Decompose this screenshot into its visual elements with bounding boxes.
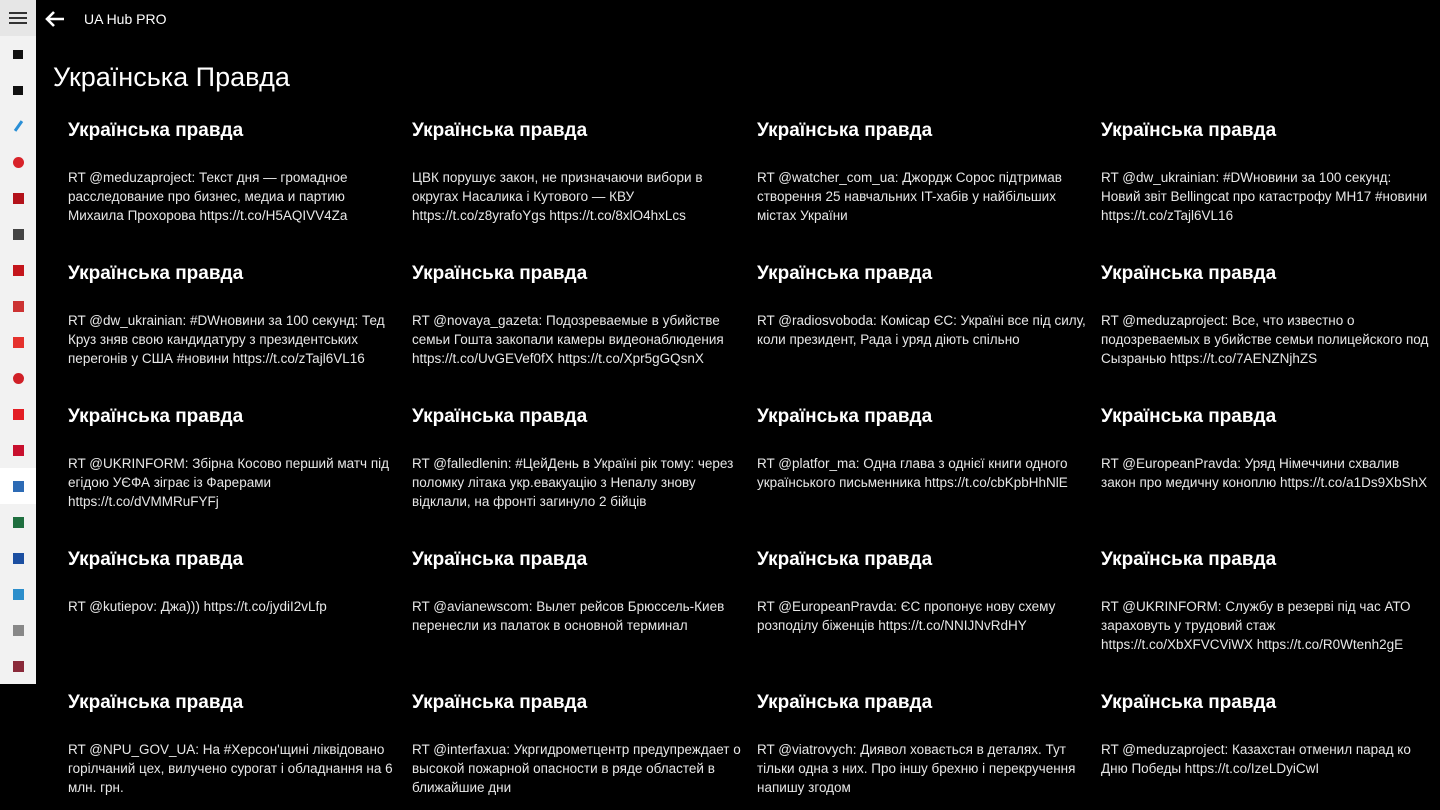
news-card-title: Українська правда [757, 406, 933, 427]
back-arrow-icon [45, 11, 65, 27]
sidebar-item[interactable] [0, 180, 36, 216]
seal-icon [13, 625, 24, 636]
sidebar-item[interactable] [0, 612, 36, 648]
app-title: UA Hub PRO [84, 11, 167, 27]
news-card-title: Українська правда [412, 692, 588, 713]
news-card[interactable] [68, 118, 398, 248]
wave-icon [13, 589, 24, 600]
news-card-text: RT @dw_ukrainian: #DWновини за 100 секунд: Тед Круз зняв свою кандидатуру з президентських перегонів у США #новини https://t.co/zTajl6VL16 [68, 313, 385, 366]
news-card-title: Українська правда [1101, 263, 1277, 284]
sidebar-item[interactable] [0, 504, 36, 540]
news-card[interactable] [757, 690, 1087, 810]
news-card[interactable] [68, 547, 398, 677]
eu-flag-icon [13, 553, 24, 564]
news-card-title: Українська правда [68, 406, 244, 427]
news-card-text: RT @novaya_gazeta: Подозреваемые в убийстве семьи Гошта закопали камеры видеонаблюдения https://t.co/UvGEVef0fX https://t.co/Xpr5gGQsnX [412, 313, 724, 366]
news-card[interactable] [757, 547, 1087, 677]
news-card-title: Українська правда [1101, 120, 1277, 141]
news-card-text: RT @NPU_GOV_UA: На #Херсон'щині ліквідовано горілчаний цех, вилучено сурогат і обладнання на 6 млн. грн. [68, 742, 393, 795]
sidebar-item[interactable] [0, 108, 36, 144]
news-card-text: RT @EuropeanPravda: Уряд Німеччини схвалив закон про медичну коноплю https://t.co/a1Ds9XbShX [1101, 456, 1428, 490]
news-card[interactable] [68, 404, 398, 534]
news-card[interactable] [1101, 261, 1431, 391]
monitor-icon [13, 86, 23, 95]
news-card-title: Українська правда [1101, 692, 1277, 713]
news-card-text: RT @interfaxua: Укргидрометцентр предупреждает о высокой пожарной опасности в ряде областей в ближайшие дни [412, 742, 741, 795]
news-card[interactable] [1101, 118, 1431, 248]
trident-icon [13, 481, 24, 492]
news-card[interactable] [1101, 690, 1431, 810]
news-card-title: Українська правда [68, 549, 244, 570]
channel-24-icon [13, 337, 24, 348]
newspaper-icon [13, 229, 24, 240]
hamburger-button[interactable] [0, 0, 36, 36]
k-logo-icon [13, 445, 24, 456]
news-card-title: Українська правда [412, 263, 588, 284]
news-card-title: Українська правда [412, 549, 588, 570]
sidebar-item[interactable] [0, 288, 36, 324]
news-card-title: Українська правда [412, 120, 588, 141]
sidebar-item[interactable] [0, 396, 36, 432]
sidebar-item[interactable] [0, 36, 36, 72]
news-card[interactable] [68, 261, 398, 391]
sidebar-item[interactable] [0, 252, 36, 288]
news-card[interactable] [412, 404, 742, 534]
hamburger-icon [9, 12, 27, 24]
news-card-title: Українська правда [1101, 406, 1277, 427]
tv-screen-icon [13, 265, 24, 276]
news-grid [68, 118, 1440, 810]
sidebar-item[interactable] [0, 648, 36, 684]
news-card-text: RT @EuropeanPravda: ЄС пропонує нову схему розподілу біженців https://t.co/NNIJNvRdHY [757, 599, 1056, 633]
news-card-text: RT @viatrovych: Диявол ховається в деталях. Тут тільки одна з них. Про іншу брехню і перекручення напишу згодом [757, 742, 1076, 795]
news-card-title: Українська правда [1101, 549, 1277, 570]
news-card[interactable] [757, 118, 1087, 248]
news-card[interactable] [1101, 404, 1431, 534]
page-title: Українська Правда [53, 62, 290, 92]
news-card-text: RT @watcher_com_ua: Джордж Сорос підтримав створення 25 навчальних IT-хабів у найбільших містах України [757, 170, 1062, 223]
sidebar-item[interactable] [0, 540, 36, 576]
news-card[interactable] [412, 690, 742, 810]
news-card-text: RT @radiosvoboda: Комісар ЄС: Україні все під силу, коли президент, Рада і уряд діють спільно [757, 313, 1086, 347]
news-card-title: Українська правда [757, 120, 933, 141]
sidebar-item[interactable] [0, 216, 36, 252]
globe-icon [13, 373, 24, 384]
news-logo-icon [13, 409, 24, 420]
shield-icon [13, 517, 24, 528]
news-card-text: RT @meduzaproject: Текст дня — громадное расследование про бизнес, медиа и партию Михаила Прохорова https://t.co/H5AQIVV4Za [68, 170, 348, 223]
channel-5-icon [13, 157, 24, 168]
tv-channel-icon [13, 193, 24, 204]
home-icon [13, 50, 23, 59]
news-card-text: ЦВК порушує закон, не призначаючи вибори в округах Насалика і Кутового — КВУ https://t.co/z8yrafoYgs https://t.co/8xlO4hxLcs [412, 170, 703, 223]
photo-icon [13, 661, 24, 672]
news-card-text: RT @meduzaproject: Казахстан отменил парад ко Дню Победы https://t.co/IzeLDyiCwI [1101, 742, 1411, 776]
channel-logo-icon [13, 301, 24, 312]
news-card[interactable] [412, 118, 742, 248]
sidebar-item[interactable] [0, 72, 36, 108]
news-card-title: Українська правда [68, 263, 244, 284]
title-bar [36, 0, 1440, 38]
sidebar-item[interactable] [0, 324, 36, 360]
news-card-text: RT @avianewscom: Вылет рейсов Брюссель-Киев перенесли из палаток в основной терминал [412, 599, 725, 633]
news-card-text: RT @dw_ukrainian: #DWновини за 100 секунд: Новий звіт Bellingcat про катастрофу MH17 #новини https://t.co/zTajl6VL16 [1101, 170, 1428, 223]
news-card[interactable] [757, 404, 1087, 534]
news-card[interactable] [1101, 547, 1431, 677]
news-card-title: Українська правда [757, 549, 933, 570]
sidebar-item[interactable] [0, 144, 36, 180]
sidebar-item[interactable] [0, 432, 36, 468]
news-card-text: RT @UKRINFORM: Збірна Косово перший матч під егідою УЄФА зіграє із Фарерами https://t.co/dVMMRuFYFj [68, 456, 390, 509]
news-card-text: RT @kutiepov: Джа))) https://t.co/jydiI2vLfp [68, 599, 327, 614]
news-card[interactable] [412, 261, 742, 391]
sidebar-item[interactable] [0, 576, 36, 612]
sidebar-item[interactable] [0, 360, 36, 396]
news-card-text: RT @UKRINFORM: Службу в резерві під час АТО зараховуть у трудовий стаж https://t.co/XbXFVCViWX https://t.co/R0Wtenh2gE [1101, 599, 1411, 652]
news-card-text: RT @platfor_ma: Одна глава з однієї книги одного українського письменника https://t.co/cbKpbHhNlE [757, 456, 1068, 490]
news-card-text: RT @meduzaproject: Все, что известно о подозреваемых в убийстве семьи полицейского под Сызранью https://t.co/7AENZNjhZS [1101, 313, 1429, 366]
sidebar-item[interactable] [0, 468, 36, 504]
back-button[interactable] [37, 1, 73, 37]
news-card-title: Українська правда [757, 263, 933, 284]
news-card-title: Українська правда [68, 120, 244, 141]
sidebar-source-list [0, 36, 36, 684]
news-card[interactable] [68, 690, 398, 810]
news-card-title: Українська правда [68, 692, 244, 713]
news-card-title: Українська правда [757, 692, 933, 713]
news-card[interactable] [757, 261, 1087, 391]
feather-icon [13, 120, 22, 132]
news-card-title: Українська правда [412, 406, 588, 427]
news-card-text: RT @falledlenin: #ЦейДень в Україні рік тому: через поломку літака укр.евакуацію з Непалу знову відклали, на фронті загинуло 2 бійців [412, 456, 734, 509]
sidebar [0, 0, 36, 810]
news-card[interactable] [412, 547, 742, 677]
